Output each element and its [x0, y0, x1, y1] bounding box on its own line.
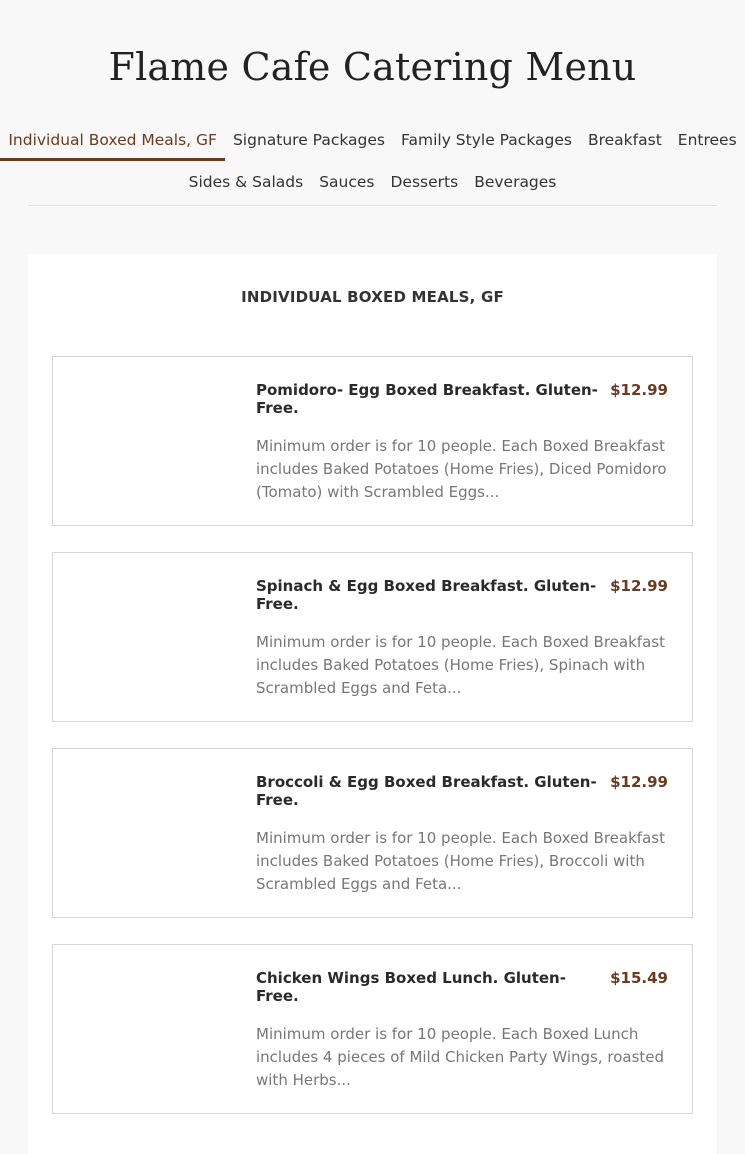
item-price: $12.99 [610, 773, 668, 791]
tab-family-style-packages[interactable]: Family Style Packages [401, 131, 572, 149]
item-body [256, 577, 668, 700]
tab-breakfast[interactable]: Breakfast [587, 131, 662, 149]
item-name: Pomidoro- Egg Boxed Breakfast. Gluten- Free. [256, 381, 598, 417]
item-description: Minimum order is for 10 people. Each Boxed Breakfast includes Baked Potatoes (Home Fries), Broccoli with Scrambled Eggs and Feta... [256, 829, 665, 893]
item-name: Broccoli & Egg Boxed Breakfast. Gluten- Free. [256, 773, 597, 809]
item-body [256, 381, 668, 504]
item-name: Chicken Wings Boxed Lunch. Gluten- Free. [256, 969, 566, 1005]
item-body [256, 773, 668, 896]
menu-item-card[interactable] [52, 552, 693, 722]
section-heading: INDIVIDUAL BOXED MEALS, GF [241, 288, 504, 306]
item-header [256, 773, 668, 809]
tab-individual-boxed-meals[interactable]: Individual Boxed Meals, GF [0, 119, 225, 161]
menu-item-card[interactable] [52, 748, 693, 918]
item-image-placeholder [53, 945, 243, 1113]
item-header [256, 969, 668, 1005]
tabs-row-1 [8, 119, 737, 161]
menu-item-list [28, 356, 717, 1114]
tab-beverages[interactable]: Beverages [474, 173, 557, 191]
menu-item-card[interactable] [52, 356, 693, 526]
item-image-placeholder [53, 357, 243, 525]
item-header [256, 381, 668, 417]
tab-signature-packages[interactable]: Signature Packages [232, 131, 385, 149]
tab-sauces[interactable]: Sauces [319, 173, 375, 191]
page-title: Flame Cafe Catering Menu [108, 45, 637, 89]
item-image-placeholder [53, 553, 243, 721]
item-price: $12.99 [610, 381, 668, 399]
category-tabs [8, 119, 737, 206]
item-name: Spinach & Egg Boxed Breakfast. Gluten- Free. [256, 577, 597, 613]
item-header [256, 577, 668, 613]
tab-entrees[interactable]: Entrees [677, 131, 737, 149]
item-price: $15.49 [610, 969, 668, 987]
item-body [256, 969, 668, 1092]
tabs-row-2 [28, 161, 717, 203]
item-price: $12.99 [610, 577, 668, 595]
item-description: Minimum order is for 10 people. Each Boxed Breakfast includes Baked Potatoes (Home Fries), Diced Pomidoro (Tomato) with Scrambled Eggs... [256, 437, 667, 501]
tab-sides-salads[interactable]: Sides & Salads [188, 173, 304, 191]
menu-item-card[interactable] [52, 944, 693, 1114]
item-image-placeholder [53, 749, 243, 917]
menu-section [28, 254, 717, 1154]
item-description: Minimum order is for 10 people. Each Boxed Lunch includes 4 pieces of Mild Chicken Party Wings, roasted with Herbs... [256, 1025, 665, 1089]
item-description: Minimum order is for 10 people. Each Boxed Breakfast includes Baked Potatoes (Home Fries), Spinach with Scrambled Eggs and Feta... [256, 633, 665, 697]
tab-desserts[interactable]: Desserts [390, 173, 459, 191]
